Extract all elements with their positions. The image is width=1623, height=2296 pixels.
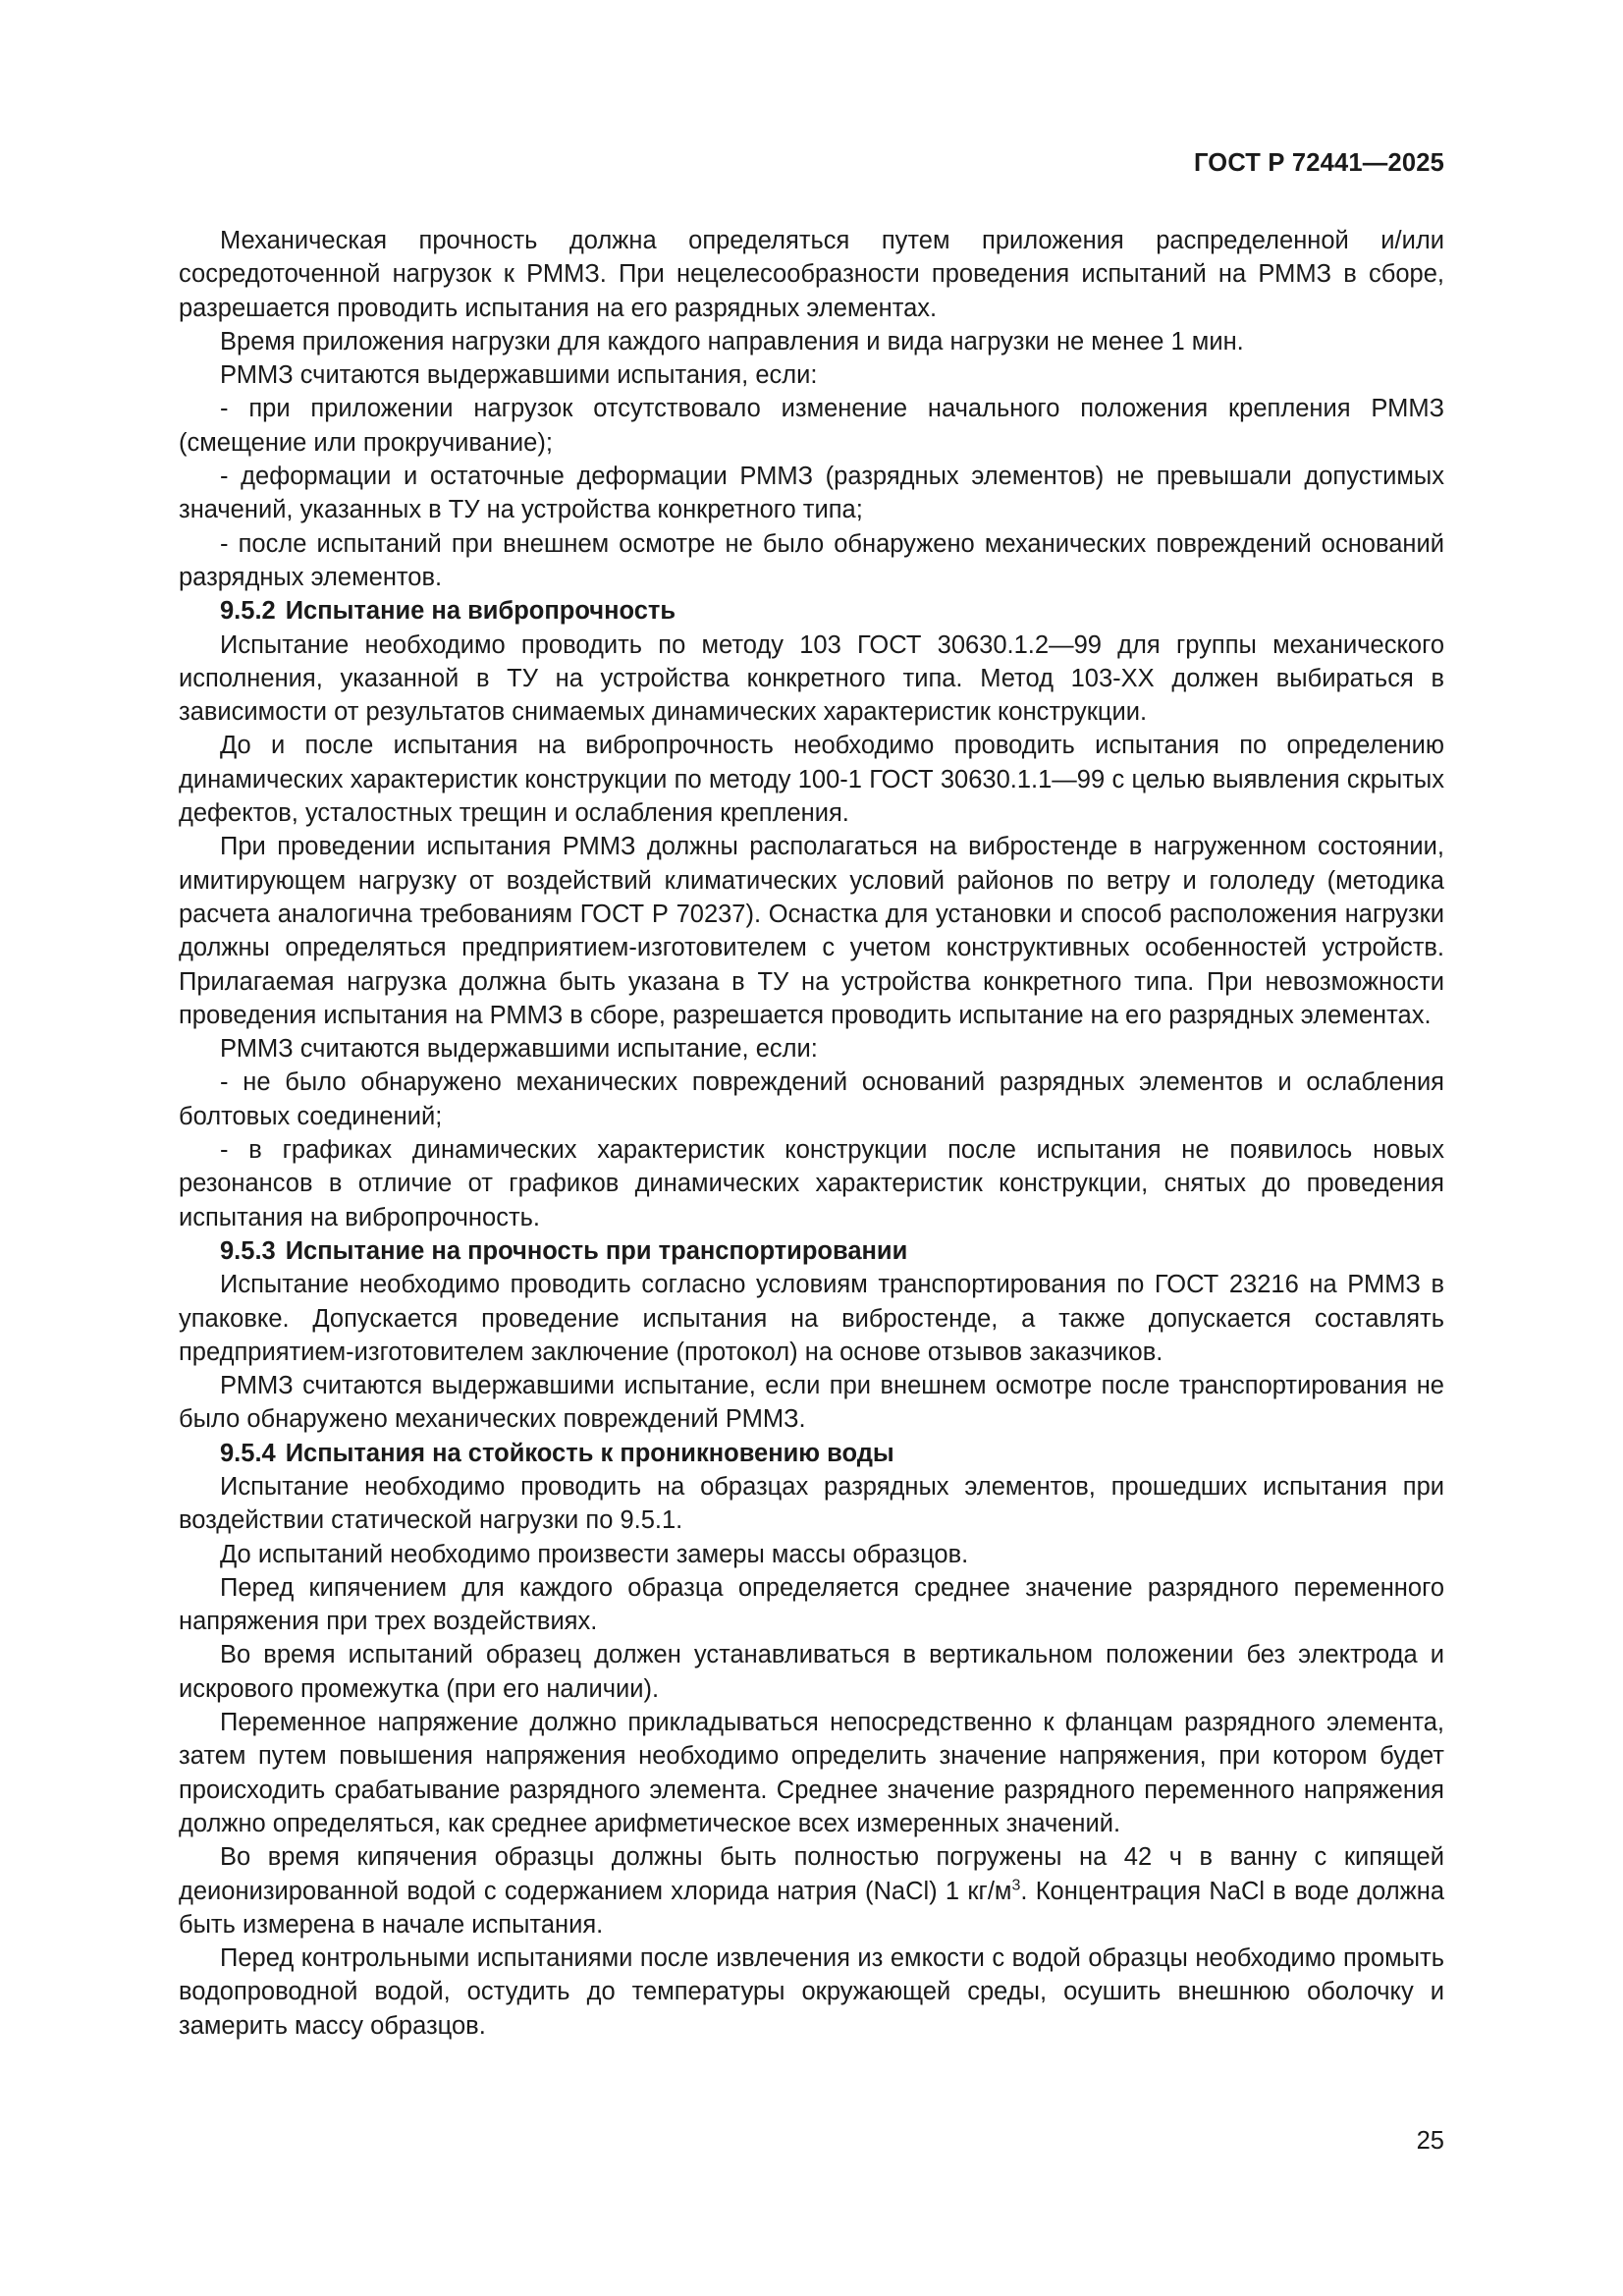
paragraph-text: Во время кипячения образцы должны быть полностью погружены на 42 ч в ванну с кипящей деионизированной водой с содержанием хлорида натрия (NaCl) 1 кг/м (179, 1843, 1444, 1905)
paragraph-text: . Концентрация NaCl в воде должна быть измерена в начале испытания. (179, 1877, 1445, 1939)
section-title: Испытание на вибропрочность (285, 597, 676, 626)
section-number: 9.5.3 (220, 1236, 276, 1265)
section-title: Испытание на прочность при транспортировании (285, 1236, 908, 1265)
body-paragraph: РММЗ считаются выдержавшими испытания, если: (220, 361, 818, 390)
body-paragraph: - в графиках динамических характеристик конструкции после испытания не появилось новых резонансов в отличие от графиков динамических характеристик конструкции, снятых до проведения испытания на вибропрочность. (179, 1136, 1444, 1231)
body-paragraph: РММЗ считаются выдержавшими испытание, если: (220, 1035, 818, 1064)
body-paragraph: - деформации и остаточные деформации РММЗ (разрядных элементов) не превышали допустимых значений, указанных в ТУ на устройства конкретного типа; (179, 463, 1444, 524)
document-header-code: ГОСТ Р 72441—2025 (1193, 149, 1444, 177)
body-paragraph: - не было обнаружено механических повреждений оснований разрядных элементов и ослабления болтовых соединений; (179, 1068, 1444, 1130)
body-paragraph: Испытание необходимо проводить на образцах разрядных элементов, прошедших испытания при воздействии статической нагрузки по 9.5.1. (179, 1472, 1444, 1535)
body-paragraph: Перед контрольными испытаниями после извлечения из емкости с водой образцы необходимо промыть водопроводной водой, остудить до температуры окружающей среды, осушить внешнюю оболочку и замерить массу образцов. (179, 1944, 1444, 2040)
body-paragraph: - при приложении нагрузок отсутствовало изменение начального положения крепления РММЗ (смещение или прокручивание); (179, 395, 1444, 457)
body-paragraph: Механическая прочность должна определяться путем приложения распределенной и/или сосредоточенной нагрузок к РММЗ. При нецелесообразности проведения испытаний на РММЗ в сборе, разрешается проводить испытания на его разрядных элементах. (179, 227, 1444, 322)
section-number: 9.5.4 (220, 1439, 276, 1467)
body-paragraph: Переменное напряжение должно прикладываться непосредственно к фланцам разрядного элемента, затем путем повышения напряжения необходимо определить значение напряжения, при котором будет происходить срабатывание разрядного элемента. Среднее значение разрядного переменного напряжения должно определяться, как среднее арифметическое всех измеренных значений. (179, 1709, 1444, 1837)
body-paragraph: Время приложения нагрузки для каждого направления и вида нагрузки не менее 1 мин. (220, 327, 1244, 355)
body-paragraph: Испытание необходимо проводить согласно условиям транспортирования по ГОСТ 23216 на РММЗ в упаковке. Допускается проведение испытания на вибростенде, а также допускается составлять предприятием-изготовителем заключение (протокол) на основе отзывов заказчиков. (179, 1271, 1444, 1366)
body-paragraph: - после испытаний при внешнем осмотре не было обнаружено механических повреждений оснований разрядных элементов. (179, 529, 1444, 591)
superscript-exponent: 3 (1011, 1877, 1021, 1894)
body-paragraph (179, 1840, 1444, 1941)
body-paragraph: Испытание необходимо проводить по методу 103 ГОСТ 30630.1.2—99 для группы механического исполнения, указанной в ТУ на устройства конкретного типа. Метод 103-ХХ должен выбираться в зависимости от результатов снимаемых динамических характеристик конструкции. (179, 630, 1444, 727)
body-paragraph: До и после испытания на вибропрочность необходимо проводить испытания по определению динамических характеристик конструкции по методу 100-1 ГОСТ 30630.1.1—99 с целью выявления скрытых дефектов, усталостных трещин и ослабления крепления. (179, 732, 1444, 828)
section-heading (179, 1437, 1444, 1470)
body-paragraph: При проведении испытания РММЗ должны располагаться на вибростенде в нагруженном состоянии, имитирующем нагрузку от воздействий климатических условий районов по ветру и гололеду (методика расчета аналогична требованиям ГОСТ Р 70237). Оснастка для установки и способ расположения нагрузки должны определяться предприятием-изготовителем с учетом конструктивных особенностей устройств. Прилагаемая нагрузка должна быть указана в ТУ на устройства конкретного типа. При невозможности проведения испытания на РММЗ в сборе, разрешается проводить испытание на его разрядных элементах. (179, 833, 1444, 1029)
body-paragraph: Во время испытаний образец должен устанавливаться в вертикальном положении без электрода и искрового промежутка (при его наличии). (179, 1641, 1444, 1703)
body-paragraph: До испытаний необходимо произвести замеры массы образцов. (220, 1540, 969, 1568)
section-number: 9.5.2 (220, 597, 276, 626)
body-paragraph: Перед кипячением для каждого образца определяется среднее значение разрядного переменного напряжения при трех воздействиях. (179, 1573, 1444, 1636)
body-paragraph: РММЗ считаются выдержавшими испытание, если при внешнем осмотре после транспортирования не было обнаружено механических повреждений РММЗ. (179, 1372, 1444, 1434)
section-title: Испытания на стойкость к проникновению воды (285, 1439, 894, 1467)
page-number: 25 (1416, 2127, 1444, 2155)
document-body (179, 224, 1444, 2043)
section-heading (179, 594, 1444, 628)
section-heading (179, 1234, 1444, 1268)
